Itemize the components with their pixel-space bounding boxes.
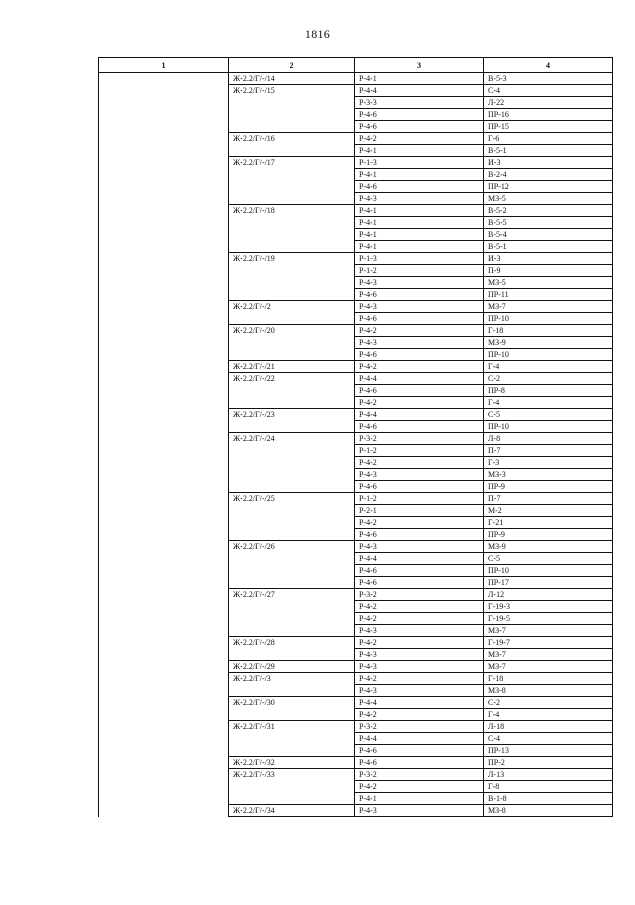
- object-code-cell: [229, 109, 355, 121]
- object-code-cell: Ж-2.2/Г/-/26: [229, 541, 355, 553]
- r-code-cell: Р-4-4: [355, 553, 484, 565]
- object-code-cell: [229, 469, 355, 481]
- r-code-cell: Р-4-2: [355, 637, 484, 649]
- column-header-3: 3: [355, 58, 484, 73]
- r-code-cell: Р-4-3: [355, 541, 484, 553]
- r-code-cell: Р-4-6: [355, 349, 484, 361]
- r-code-cell: Р-4-1: [355, 205, 484, 217]
- object-code-cell: [229, 169, 355, 181]
- r-code-cell: Р-4-1: [355, 217, 484, 229]
- object-code-cell: Ж-2.2/Г/-/30: [229, 697, 355, 709]
- result-code-cell: МЗ-3: [484, 469, 613, 481]
- r-code-cell: Р-4-4: [355, 733, 484, 745]
- r-code-cell: Р-4-3: [355, 469, 484, 481]
- result-code-cell: Г-8: [484, 781, 613, 793]
- result-code-cell: Г-4: [484, 709, 613, 721]
- result-code-cell: С-5: [484, 409, 613, 421]
- r-code-cell: Р-4-6: [355, 313, 484, 325]
- object-code-cell: [229, 685, 355, 697]
- object-code-cell: [229, 553, 355, 565]
- object-code-cell: Ж-2.2/Г/-/3: [229, 673, 355, 685]
- r-code-cell: Р-4-2: [355, 133, 484, 145]
- result-code-cell: ПР-9: [484, 529, 613, 541]
- r-code-cell: Р-4-6: [355, 529, 484, 541]
- r-code-cell: Р-4-2: [355, 673, 484, 685]
- r-code-cell: Р-4-6: [355, 421, 484, 433]
- result-code-cell: МЗ-7: [484, 625, 613, 637]
- object-code-cell: [229, 481, 355, 493]
- object-code-cell: Ж-2.2/Г/-/32: [229, 757, 355, 769]
- r-code-cell: Р-4-6: [355, 109, 484, 121]
- object-code-cell: [229, 625, 355, 637]
- result-code-cell: ПР-12: [484, 181, 613, 193]
- result-code-cell: В-5-5: [484, 217, 613, 229]
- object-code-cell: [229, 289, 355, 301]
- object-code-cell: [229, 337, 355, 349]
- result-code-cell: МЗ-8: [484, 805, 613, 817]
- r-code-cell: Р-4-6: [355, 289, 484, 301]
- r-code-cell: Р-4-6: [355, 565, 484, 577]
- r-code-cell: Р-4-3: [355, 685, 484, 697]
- object-code-cell: [229, 217, 355, 229]
- object-code-cell: Ж-2.2/Г/-/31: [229, 721, 355, 733]
- object-code-cell: Ж-2.2/Г/-/22: [229, 373, 355, 385]
- object-code-cell: [229, 745, 355, 757]
- object-code-cell: [229, 313, 355, 325]
- r-code-cell: Р-4-4: [355, 697, 484, 709]
- result-code-cell: Г-6: [484, 133, 613, 145]
- r-code-cell: Р-4-6: [355, 121, 484, 133]
- r-code-cell: Р-4-6: [355, 181, 484, 193]
- r-code-cell: Р-4-2: [355, 457, 484, 469]
- object-code-cell: [229, 613, 355, 625]
- column-1-cell: [99, 73, 229, 817]
- r-code-cell: Р-3-2: [355, 589, 484, 601]
- object-code-cell: [229, 709, 355, 721]
- r-code-cell: Р-4-4: [355, 373, 484, 385]
- r-code-cell: Р-1-2: [355, 445, 484, 457]
- result-code-cell: Г-19-7: [484, 637, 613, 649]
- object-code-cell: Ж-2.2/Г/-/18: [229, 205, 355, 217]
- r-code-cell: Р-4-4: [355, 409, 484, 421]
- result-code-cell: Л-22: [484, 97, 613, 109]
- result-code-cell: С-4: [484, 85, 613, 97]
- r-code-cell: Р-4-2: [355, 517, 484, 529]
- result-code-cell: МЗ-5: [484, 193, 613, 205]
- result-code-cell: С-5: [484, 553, 613, 565]
- object-code-cell: [229, 97, 355, 109]
- result-code-cell: П-7: [484, 493, 613, 505]
- result-code-cell: В-2-4: [484, 169, 613, 181]
- object-code-cell: [229, 517, 355, 529]
- object-code-cell: Ж-2.2/Г/-/16: [229, 133, 355, 145]
- object-code-cell: Ж-2.2/Г/-/28: [229, 637, 355, 649]
- r-code-cell: Р-4-4: [355, 85, 484, 97]
- r-code-cell: Р-1-2: [355, 265, 484, 277]
- data-table: [98, 57, 613, 817]
- result-code-cell: ПР-10: [484, 349, 613, 361]
- object-code-cell: [229, 265, 355, 277]
- result-code-cell: Л-18: [484, 721, 613, 733]
- r-code-cell: Р-4-1: [355, 241, 484, 253]
- header-row: [99, 58, 613, 73]
- object-code-cell: Ж-2.2/Г/-/19: [229, 253, 355, 265]
- result-code-cell: И-3: [484, 157, 613, 169]
- result-code-cell: ПР-10: [484, 421, 613, 433]
- result-code-cell: В-1-8: [484, 793, 613, 805]
- object-code-cell: Ж-2.2/Г/-/24: [229, 433, 355, 445]
- result-code-cell: ПР-9: [484, 481, 613, 493]
- column-header-2: 2: [229, 58, 355, 73]
- r-code-cell: Р-4-1: [355, 229, 484, 241]
- r-code-cell: Р-4-2: [355, 397, 484, 409]
- result-code-cell: Г-19-5: [484, 613, 613, 625]
- page-number: 1816: [304, 27, 331, 41]
- object-code-cell: Ж-2.2/Г/-/15: [229, 85, 355, 97]
- object-code-cell: [229, 349, 355, 361]
- r-code-cell: Р-4-2: [355, 781, 484, 793]
- result-code-cell: ПР-16: [484, 109, 613, 121]
- object-code-cell: [229, 733, 355, 745]
- object-code-cell: [229, 181, 355, 193]
- r-code-cell: Р-4-3: [355, 805, 484, 817]
- r-code-cell: Р-4-3: [355, 193, 484, 205]
- table-row: [99, 73, 613, 85]
- object-code-cell: Ж-2.2/Г/-/21: [229, 361, 355, 373]
- result-code-cell: МЗ-8: [484, 685, 613, 697]
- r-code-cell: Р-1-3: [355, 157, 484, 169]
- r-code-cell: Р-4-1: [355, 73, 484, 85]
- object-code-cell: [229, 793, 355, 805]
- result-code-cell: С-2: [484, 697, 613, 709]
- table-body: [99, 73, 613, 817]
- r-code-cell: Р-4-6: [355, 745, 484, 757]
- object-code-cell: [229, 145, 355, 157]
- r-code-cell: Р-4-3: [355, 649, 484, 661]
- object-code-cell: [229, 649, 355, 661]
- r-code-cell: Р-4-6: [355, 757, 484, 769]
- result-code-cell: ПР-2: [484, 757, 613, 769]
- object-code-cell: [229, 445, 355, 457]
- result-code-cell: ПР-8: [484, 385, 613, 397]
- r-code-cell: Р-3-3: [355, 97, 484, 109]
- r-code-cell: Р-4-3: [355, 301, 484, 313]
- result-code-cell: Г-3: [484, 457, 613, 469]
- result-code-cell: ПР-13: [484, 745, 613, 757]
- result-code-cell: В-5-1: [484, 241, 613, 253]
- result-code-cell: МЗ-5: [484, 277, 613, 289]
- result-code-cell: П-9: [484, 265, 613, 277]
- result-code-cell: Г-18: [484, 673, 613, 685]
- r-code-cell: Р-1-2: [355, 493, 484, 505]
- r-code-cell: Р-4-6: [355, 481, 484, 493]
- object-code-cell: [229, 241, 355, 253]
- r-code-cell: Р-4-2: [355, 601, 484, 613]
- column-header-1: 1: [99, 58, 229, 73]
- object-code-cell: [229, 577, 355, 589]
- object-code-cell: [229, 397, 355, 409]
- r-code-cell: Р-3-2: [355, 769, 484, 781]
- r-code-cell: Р-1-3: [355, 253, 484, 265]
- object-code-cell: Ж-2.2/Г/-/29: [229, 661, 355, 673]
- object-code-cell: [229, 277, 355, 289]
- object-code-cell: [229, 421, 355, 433]
- object-code-cell: Ж-2.2/Г/-/2: [229, 301, 355, 313]
- object-code-cell: [229, 565, 355, 577]
- object-code-cell: [229, 505, 355, 517]
- result-code-cell: И-3: [484, 253, 613, 265]
- object-code-cell: Ж-2.2/Г/-/23: [229, 409, 355, 421]
- column-header-4: 4: [484, 58, 613, 73]
- object-code-cell: Ж-2.2/Г/-/27: [229, 589, 355, 601]
- object-code-cell: [229, 601, 355, 613]
- result-code-cell: ПР-10: [484, 565, 613, 577]
- object-code-cell: [229, 457, 355, 469]
- object-code-cell: [229, 121, 355, 133]
- result-code-cell: ПР-10: [484, 313, 613, 325]
- result-code-cell: Л-12: [484, 589, 613, 601]
- object-code-cell: [229, 781, 355, 793]
- result-code-cell: ПР-11: [484, 289, 613, 301]
- object-code-cell: [229, 385, 355, 397]
- result-code-cell: МЗ-7: [484, 301, 613, 313]
- result-code-cell: П-7: [484, 445, 613, 457]
- r-code-cell: Р-4-3: [355, 625, 484, 637]
- object-code-cell: [229, 193, 355, 205]
- r-code-cell: Р-3-2: [355, 433, 484, 445]
- object-code-cell: Ж-2.2/Г/-/20: [229, 325, 355, 337]
- r-code-cell: Р-4-2: [355, 709, 484, 721]
- r-code-cell: Р-2-1: [355, 505, 484, 517]
- object-code-cell: Ж-2.2/Г/-/17: [229, 157, 355, 169]
- r-code-cell: Р-4-3: [355, 277, 484, 289]
- result-code-cell: С-2: [484, 373, 613, 385]
- r-code-cell: Р-4-1: [355, 793, 484, 805]
- result-code-cell: ПР-17: [484, 577, 613, 589]
- object-code-cell: [229, 229, 355, 241]
- r-code-cell: Р-4-3: [355, 337, 484, 349]
- r-code-cell: Р-4-2: [355, 325, 484, 337]
- r-code-cell: Р-3-2: [355, 721, 484, 733]
- r-code-cell: Р-4-6: [355, 577, 484, 589]
- r-code-cell: Р-4-3: [355, 661, 484, 673]
- object-code-cell: Ж-2.2/Г/-/14: [229, 73, 355, 85]
- result-code-cell: Г-18: [484, 325, 613, 337]
- object-code-cell: Ж-2.2/Г/-/33: [229, 769, 355, 781]
- r-code-cell: Р-4-2: [355, 361, 484, 373]
- object-code-cell: Ж-2.2/Г/-/25: [229, 493, 355, 505]
- result-code-cell: С-4: [484, 733, 613, 745]
- result-code-cell: Л-8: [484, 433, 613, 445]
- result-code-cell: МЗ-7: [484, 661, 613, 673]
- result-code-cell: Г-4: [484, 397, 613, 409]
- result-code-cell: В-5-1: [484, 145, 613, 157]
- result-code-cell: В-5-2: [484, 205, 613, 217]
- result-code-cell: МЗ-9: [484, 541, 613, 553]
- r-code-cell: Р-4-2: [355, 613, 484, 625]
- result-code-cell: МЗ-9: [484, 337, 613, 349]
- object-code-cell: Ж-2.2/Г/-/34: [229, 805, 355, 817]
- result-code-cell: МЗ-7: [484, 649, 613, 661]
- object-code-cell: [229, 529, 355, 541]
- r-code-cell: Р-4-1: [355, 169, 484, 181]
- result-code-cell: ПР-15: [484, 121, 613, 133]
- result-code-cell: Л-13: [484, 769, 613, 781]
- result-code-cell: Г-4: [484, 361, 613, 373]
- result-code-cell: В-5-4: [484, 229, 613, 241]
- r-code-cell: Р-4-1: [355, 145, 484, 157]
- r-code-cell: Р-4-6: [355, 385, 484, 397]
- result-code-cell: Г-21: [484, 517, 613, 529]
- result-code-cell: В-5-3: [484, 73, 613, 85]
- result-code-cell: Г-19-3: [484, 601, 613, 613]
- result-code-cell: М-2: [484, 505, 613, 517]
